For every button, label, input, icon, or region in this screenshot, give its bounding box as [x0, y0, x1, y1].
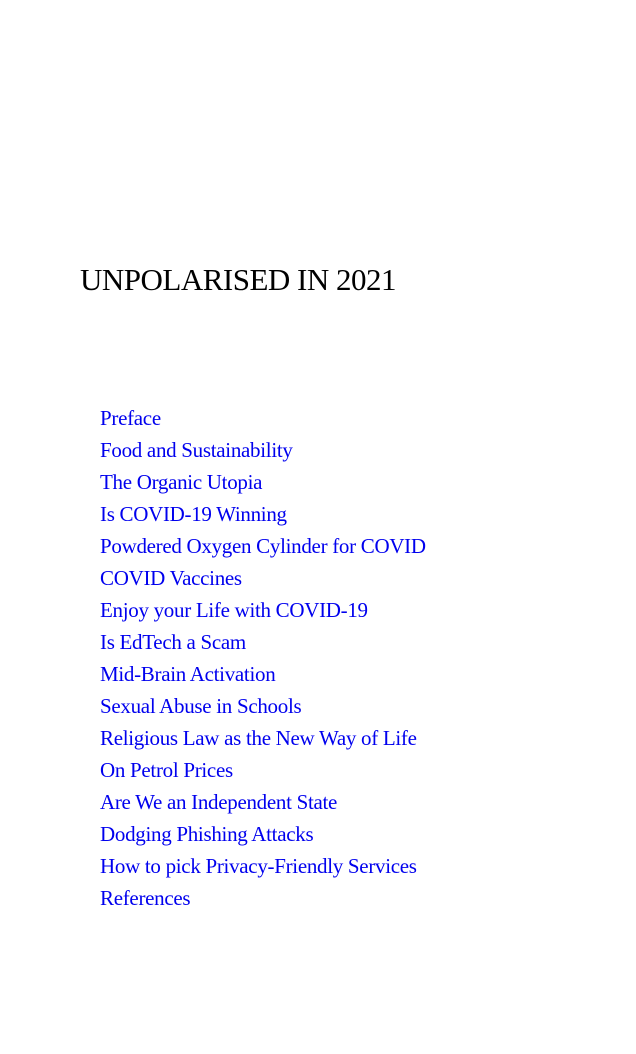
toc-item [100, 786, 426, 818]
toc-item [100, 466, 426, 498]
table-of-contents [100, 402, 426, 914]
toc-link-independent-state[interactable]: Are We an Independent State [100, 790, 338, 814]
toc-item [100, 434, 426, 466]
toc-link-covid-vaccines[interactable]: COVID Vaccines [100, 566, 242, 590]
toc-link-on-petrol-prices[interactable]: On Petrol Prices [100, 758, 233, 782]
toc-link-mid-brain-activation[interactable]: Mid-Brain Activation [100, 662, 276, 686]
toc-item [100, 722, 426, 754]
toc-link-the-organic-utopia[interactable]: The Organic Utopia [100, 470, 263, 494]
toc-item [100, 690, 426, 722]
toc-item [100, 594, 426, 626]
toc-link-preface[interactable]: Preface [100, 406, 161, 430]
toc-item [100, 562, 426, 594]
toc-link-is-edtech-a-scam[interactable]: Is EdTech a Scam [100, 630, 246, 654]
toc-link-powdered-oxygen-cylinder[interactable]: Powdered Oxygen Cylinder for COVID [100, 534, 426, 558]
toc-link-is-covid-19-winning[interactable]: Is COVID-19 Winning [100, 502, 287, 526]
toc-item [100, 882, 426, 914]
toc-link-enjoy-your-life[interactable]: Enjoy your Life with COVID-19 [100, 598, 368, 622]
toc-link-food-and-sustainability[interactable]: Food and Sustainability [100, 438, 293, 462]
toc-item [100, 850, 426, 882]
toc-link-sexual-abuse-in-schools[interactable]: Sexual Abuse in Schools [100, 694, 302, 718]
book-title: UNPOLARISED IN 2021 [80, 262, 396, 297]
toc-link-privacy-friendly-services[interactable]: How to pick Privacy-Friendly Services [100, 854, 417, 878]
toc-item [100, 402, 426, 434]
toc-item [100, 530, 426, 562]
toc-item [100, 754, 426, 786]
toc-item [100, 818, 426, 850]
toc-link-dodging-phishing-attacks[interactable]: Dodging Phishing Attacks [100, 822, 314, 846]
toc-link-references[interactable]: References [100, 886, 191, 910]
toc-item [100, 626, 426, 658]
toc-item [100, 658, 426, 690]
toc-link-religious-law[interactable]: Religious Law as the New Way of Life [100, 726, 417, 750]
toc-item [100, 498, 426, 530]
